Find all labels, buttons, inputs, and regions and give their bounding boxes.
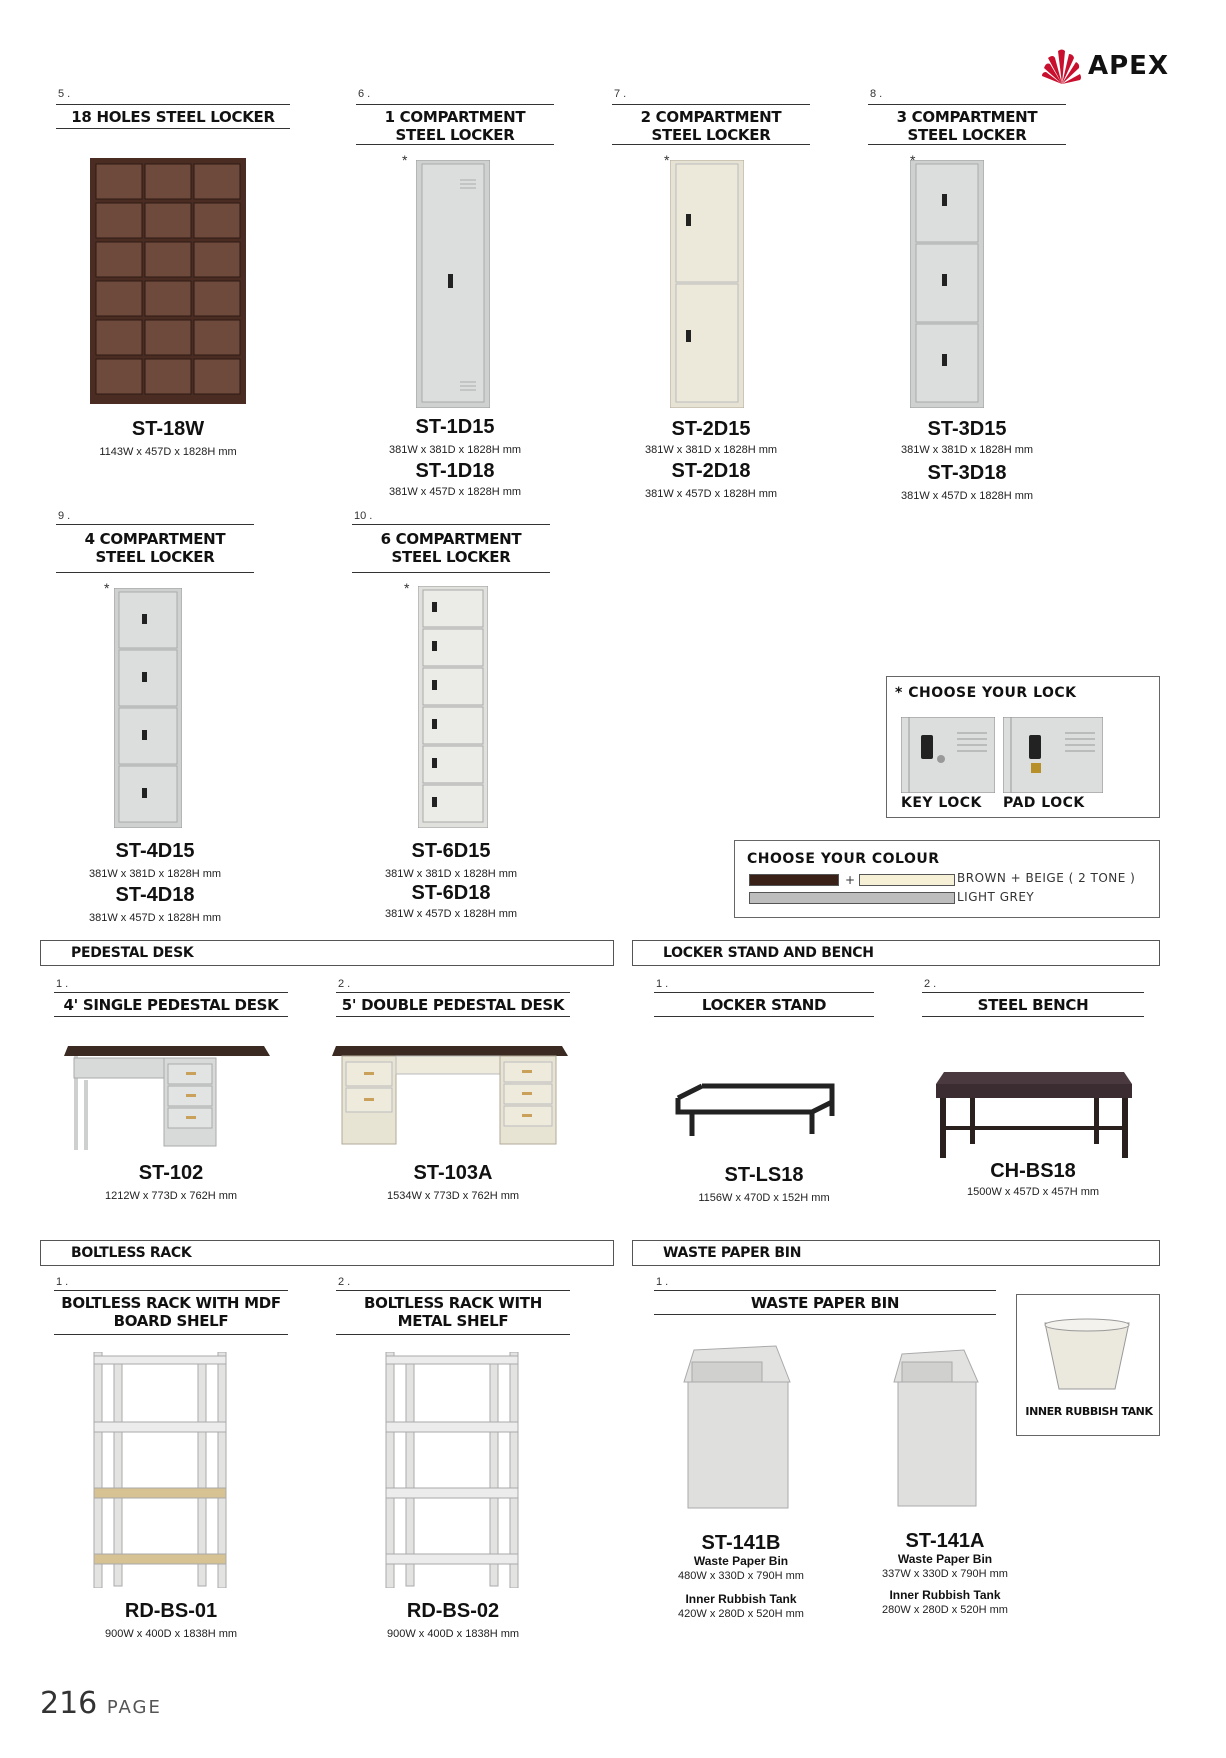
inner-tank-box xyxy=(1016,1294,1160,1436)
product-code: ST-LS18 xyxy=(724,1164,804,1186)
locker-hole xyxy=(96,281,142,316)
colour-option-1: BROWN + BEIGE ( 2 TONE ) xyxy=(957,871,1136,885)
product-code: CH-BS18 xyxy=(990,1160,1076,1182)
product-dimensions: 381W x 457D x 1828H mm xyxy=(384,908,518,920)
brand-name: APEX xyxy=(1088,51,1169,81)
divider xyxy=(336,1290,570,1291)
divider xyxy=(868,104,1066,105)
tank-label: Inner Rubbish Tank xyxy=(889,1588,1001,1602)
bin-label: Waste Paper Bin xyxy=(693,1554,789,1568)
divider xyxy=(56,128,290,129)
pad-lock-label: PAD LOCK xyxy=(1003,795,1085,811)
lock-option-marker: * xyxy=(404,580,410,596)
divider xyxy=(654,1290,996,1291)
locker-handle xyxy=(432,680,437,690)
product-title: 4 COMPARTMENT STEEL LOCKER xyxy=(84,530,226,566)
divider xyxy=(54,992,288,993)
locker-1-compartment-image xyxy=(416,160,490,408)
product-code: ST-4D15 xyxy=(115,840,195,862)
grey-swatch xyxy=(749,892,955,904)
product-code: ST-6D15 xyxy=(411,840,491,862)
item-number: 2 . xyxy=(338,1276,351,1288)
product-title: STEEL BENCH xyxy=(977,996,1089,1014)
key-lock-label: KEY LOCK xyxy=(901,795,982,811)
locker-hole xyxy=(145,164,191,199)
locker-2-compartment-image xyxy=(670,160,744,408)
locker-6-compartment-image xyxy=(418,586,488,828)
locker-stand-image xyxy=(672,1076,840,1140)
item-number: 1 . xyxy=(56,1276,69,1288)
locker-handle xyxy=(432,719,437,729)
waste-bin-small-image xyxy=(892,1346,982,1510)
item-number: 1 . xyxy=(656,978,669,990)
locker-handle xyxy=(432,797,437,807)
brown-swatch xyxy=(749,874,839,886)
steel-bench-image xyxy=(934,1066,1134,1166)
section-boltless-rack: BOLTLESS RACK xyxy=(40,1240,614,1266)
product-title: BOLTLESS RACK WITH MDF BOARD SHELF xyxy=(61,1294,281,1330)
brand-logo xyxy=(1040,44,1180,88)
pad-lock-image xyxy=(1003,717,1103,793)
colour-option-2: LIGHT GREY xyxy=(957,890,1035,904)
item-number: 7 . xyxy=(614,88,627,100)
key-lock-image xyxy=(901,717,995,793)
locker-handle xyxy=(432,641,437,651)
item-number: 8 . xyxy=(870,88,883,100)
section-pedestal-desk: PEDESTAL DESK xyxy=(40,940,614,966)
divider xyxy=(352,524,550,525)
section-locker-stand-bench: LOCKER STAND AND BENCH xyxy=(632,940,1160,966)
product-title: WASTE PAPER BIN xyxy=(750,1294,900,1312)
locker-4-compartment-image xyxy=(114,588,182,828)
product-dimensions: 1156W x 470D x 152H mm xyxy=(698,1192,830,1204)
product-title: 18 HOLES STEEL LOCKER xyxy=(71,108,275,126)
item-number: 2 . xyxy=(924,978,937,990)
divider xyxy=(336,1334,570,1335)
lock-option-marker: * xyxy=(104,580,110,596)
divider xyxy=(54,1334,288,1335)
divider xyxy=(922,992,1144,993)
locker-hole xyxy=(194,242,240,277)
locker-3-compartment-image xyxy=(910,160,984,408)
product-title: 1 COMPARTMENT STEEL LOCKER xyxy=(384,108,526,144)
product-code: ST-1D18 xyxy=(415,460,495,482)
locker-hole xyxy=(145,281,191,316)
product-code: RD-BS-01 xyxy=(124,1600,218,1622)
product-code: ST-141B xyxy=(701,1532,781,1554)
product-dimensions: 381W x 457D x 1828H mm xyxy=(900,490,1034,502)
divider xyxy=(356,144,554,145)
divider xyxy=(56,104,290,105)
lock-option-marker: * xyxy=(664,152,670,168)
locker-hole xyxy=(194,203,240,238)
beige-swatch xyxy=(859,874,955,886)
locker-hole xyxy=(194,359,240,394)
divider xyxy=(356,104,554,105)
product-code: ST-2D18 xyxy=(671,460,751,482)
product-code: ST-3D18 xyxy=(927,462,1007,484)
product-dimensions: 480W x 330D x 790H mm xyxy=(678,1570,804,1582)
item-number: 10 . xyxy=(354,510,373,522)
locker-hole xyxy=(145,320,191,355)
product-dimensions: 381W x 381D x 1828H mm xyxy=(388,444,522,456)
product-dimensions: 1534W x 773D x 762H mm xyxy=(386,1190,520,1202)
locker-hole xyxy=(96,164,142,199)
locker-18-holes-image xyxy=(90,158,246,404)
product-title: LOCKER STAND xyxy=(701,996,827,1014)
product-dimensions: 381W x 457D x 1828H mm xyxy=(388,486,522,498)
locker-handle xyxy=(432,758,437,768)
locker-hole xyxy=(194,281,240,316)
divider xyxy=(54,1290,288,1291)
divider xyxy=(56,524,254,525)
divider xyxy=(56,572,254,573)
double-pedestal-desk-image xyxy=(332,1036,568,1156)
item-number: 6 . xyxy=(358,88,371,100)
item-number: 1 . xyxy=(56,978,69,990)
lock-options-title: * CHOOSE YOUR LOCK xyxy=(895,685,1077,701)
item-number: 5 . xyxy=(58,88,71,100)
product-dimensions: 280W x 280D x 520H mm xyxy=(882,1604,1008,1616)
colour-options-box xyxy=(734,840,1160,918)
inner-rubbish-tank-image xyxy=(1043,1317,1131,1391)
product-title: 6 COMPARTMENT STEEL LOCKER xyxy=(380,530,522,566)
product-dimensions: 381W x 457D x 1828H mm xyxy=(644,488,778,500)
product-dimensions: 1143W x 457D x 1828H mm xyxy=(99,446,237,458)
divider xyxy=(654,1016,874,1017)
item-number: 9 . xyxy=(58,510,71,522)
boltless-rack-mdf-image xyxy=(92,1352,228,1588)
product-code: ST-102 xyxy=(138,1162,204,1184)
product-dimensions: 1500W x 457D x 457H mm xyxy=(966,1186,1100,1198)
product-code: ST-6D18 xyxy=(411,882,491,904)
product-code: RD-BS-02 xyxy=(406,1600,500,1622)
item-number: 2 . xyxy=(338,978,351,990)
divider xyxy=(654,1314,996,1315)
single-pedestal-desk-image xyxy=(64,1036,270,1156)
locker-hole xyxy=(145,203,191,238)
product-code: ST-18W xyxy=(131,418,205,440)
locker-hole xyxy=(96,320,142,355)
locker-hole xyxy=(145,359,191,394)
product-dimensions: 420W x 280D x 520H mm xyxy=(678,1608,804,1620)
page-number: 216 PAGE xyxy=(40,1686,162,1721)
locker-hole xyxy=(96,242,142,277)
product-title: 4' SINGLE PEDESTAL DESK xyxy=(63,996,279,1014)
product-dimensions: 381W x 381D x 1828H mm xyxy=(900,444,1034,456)
divider xyxy=(54,1016,288,1017)
locker-hole xyxy=(194,164,240,199)
divider xyxy=(612,144,810,145)
locker-hole xyxy=(145,242,191,277)
product-title: 2 COMPARTMENT STEEL LOCKER xyxy=(640,108,782,144)
product-code: ST-103A xyxy=(413,1162,493,1184)
product-dimensions: 1212W x 773D x 762H mm xyxy=(104,1190,238,1202)
divider xyxy=(612,104,810,105)
tank-label: Inner Rubbish Tank xyxy=(685,1592,797,1606)
product-code: ST-2D15 xyxy=(671,418,751,440)
lock-option-marker: * xyxy=(402,152,408,168)
boltless-rack-metal-image xyxy=(384,1352,520,1588)
divider xyxy=(336,992,570,993)
locker-hole xyxy=(194,320,240,355)
inner-rubbish-tank-label: INNER RUBBISH TANK xyxy=(1025,1405,1153,1418)
colour-options-title: CHOOSE YOUR COLOUR xyxy=(747,851,940,867)
product-code: ST-3D15 xyxy=(927,418,1007,440)
divider xyxy=(654,992,874,993)
product-dimensions: 900W x 400D x 1838H mm xyxy=(104,1628,238,1640)
product-title: 3 COMPARTMENT STEEL LOCKER xyxy=(896,108,1038,144)
waste-bin-large-image xyxy=(682,1342,792,1512)
product-dimensions: 381W x 457D x 1828H mm xyxy=(88,912,222,924)
product-dimensions: 381W x 381D x 1828H mm xyxy=(644,444,778,456)
item-number: 1 . xyxy=(656,1276,669,1288)
divider xyxy=(922,1016,1144,1017)
section-waste-paper-bin: WASTE PAPER BIN xyxy=(632,1240,1160,1266)
bin-label: Waste Paper Bin xyxy=(897,1552,993,1566)
product-title: 5' DOUBLE PEDESTAL DESK xyxy=(341,996,565,1014)
locker-hole xyxy=(96,203,142,238)
product-code: ST-1D15 xyxy=(415,416,495,438)
divider xyxy=(868,144,1066,145)
product-code: ST-141A xyxy=(905,1530,985,1552)
lock-options-box xyxy=(886,676,1160,818)
product-dimensions: 381W x 381D x 1828H mm xyxy=(384,868,518,880)
plus-sign: + xyxy=(845,873,856,887)
product-dimensions: 381W x 381D x 1828H mm xyxy=(88,868,222,880)
product-dimensions: 337W x 330D x 790H mm xyxy=(882,1568,1008,1580)
product-title: BOLTLESS RACK WITH METAL SHELF xyxy=(364,1294,542,1330)
divider xyxy=(336,1016,570,1017)
peacock-fan-icon xyxy=(1040,46,1084,86)
divider xyxy=(352,572,550,573)
product-code: ST-4D18 xyxy=(115,884,195,906)
locker-handle xyxy=(432,602,437,612)
product-dimensions: 900W x 400D x 1838H mm xyxy=(386,1628,520,1640)
page-word: PAGE xyxy=(106,1697,162,1718)
locker-hole xyxy=(96,359,142,394)
